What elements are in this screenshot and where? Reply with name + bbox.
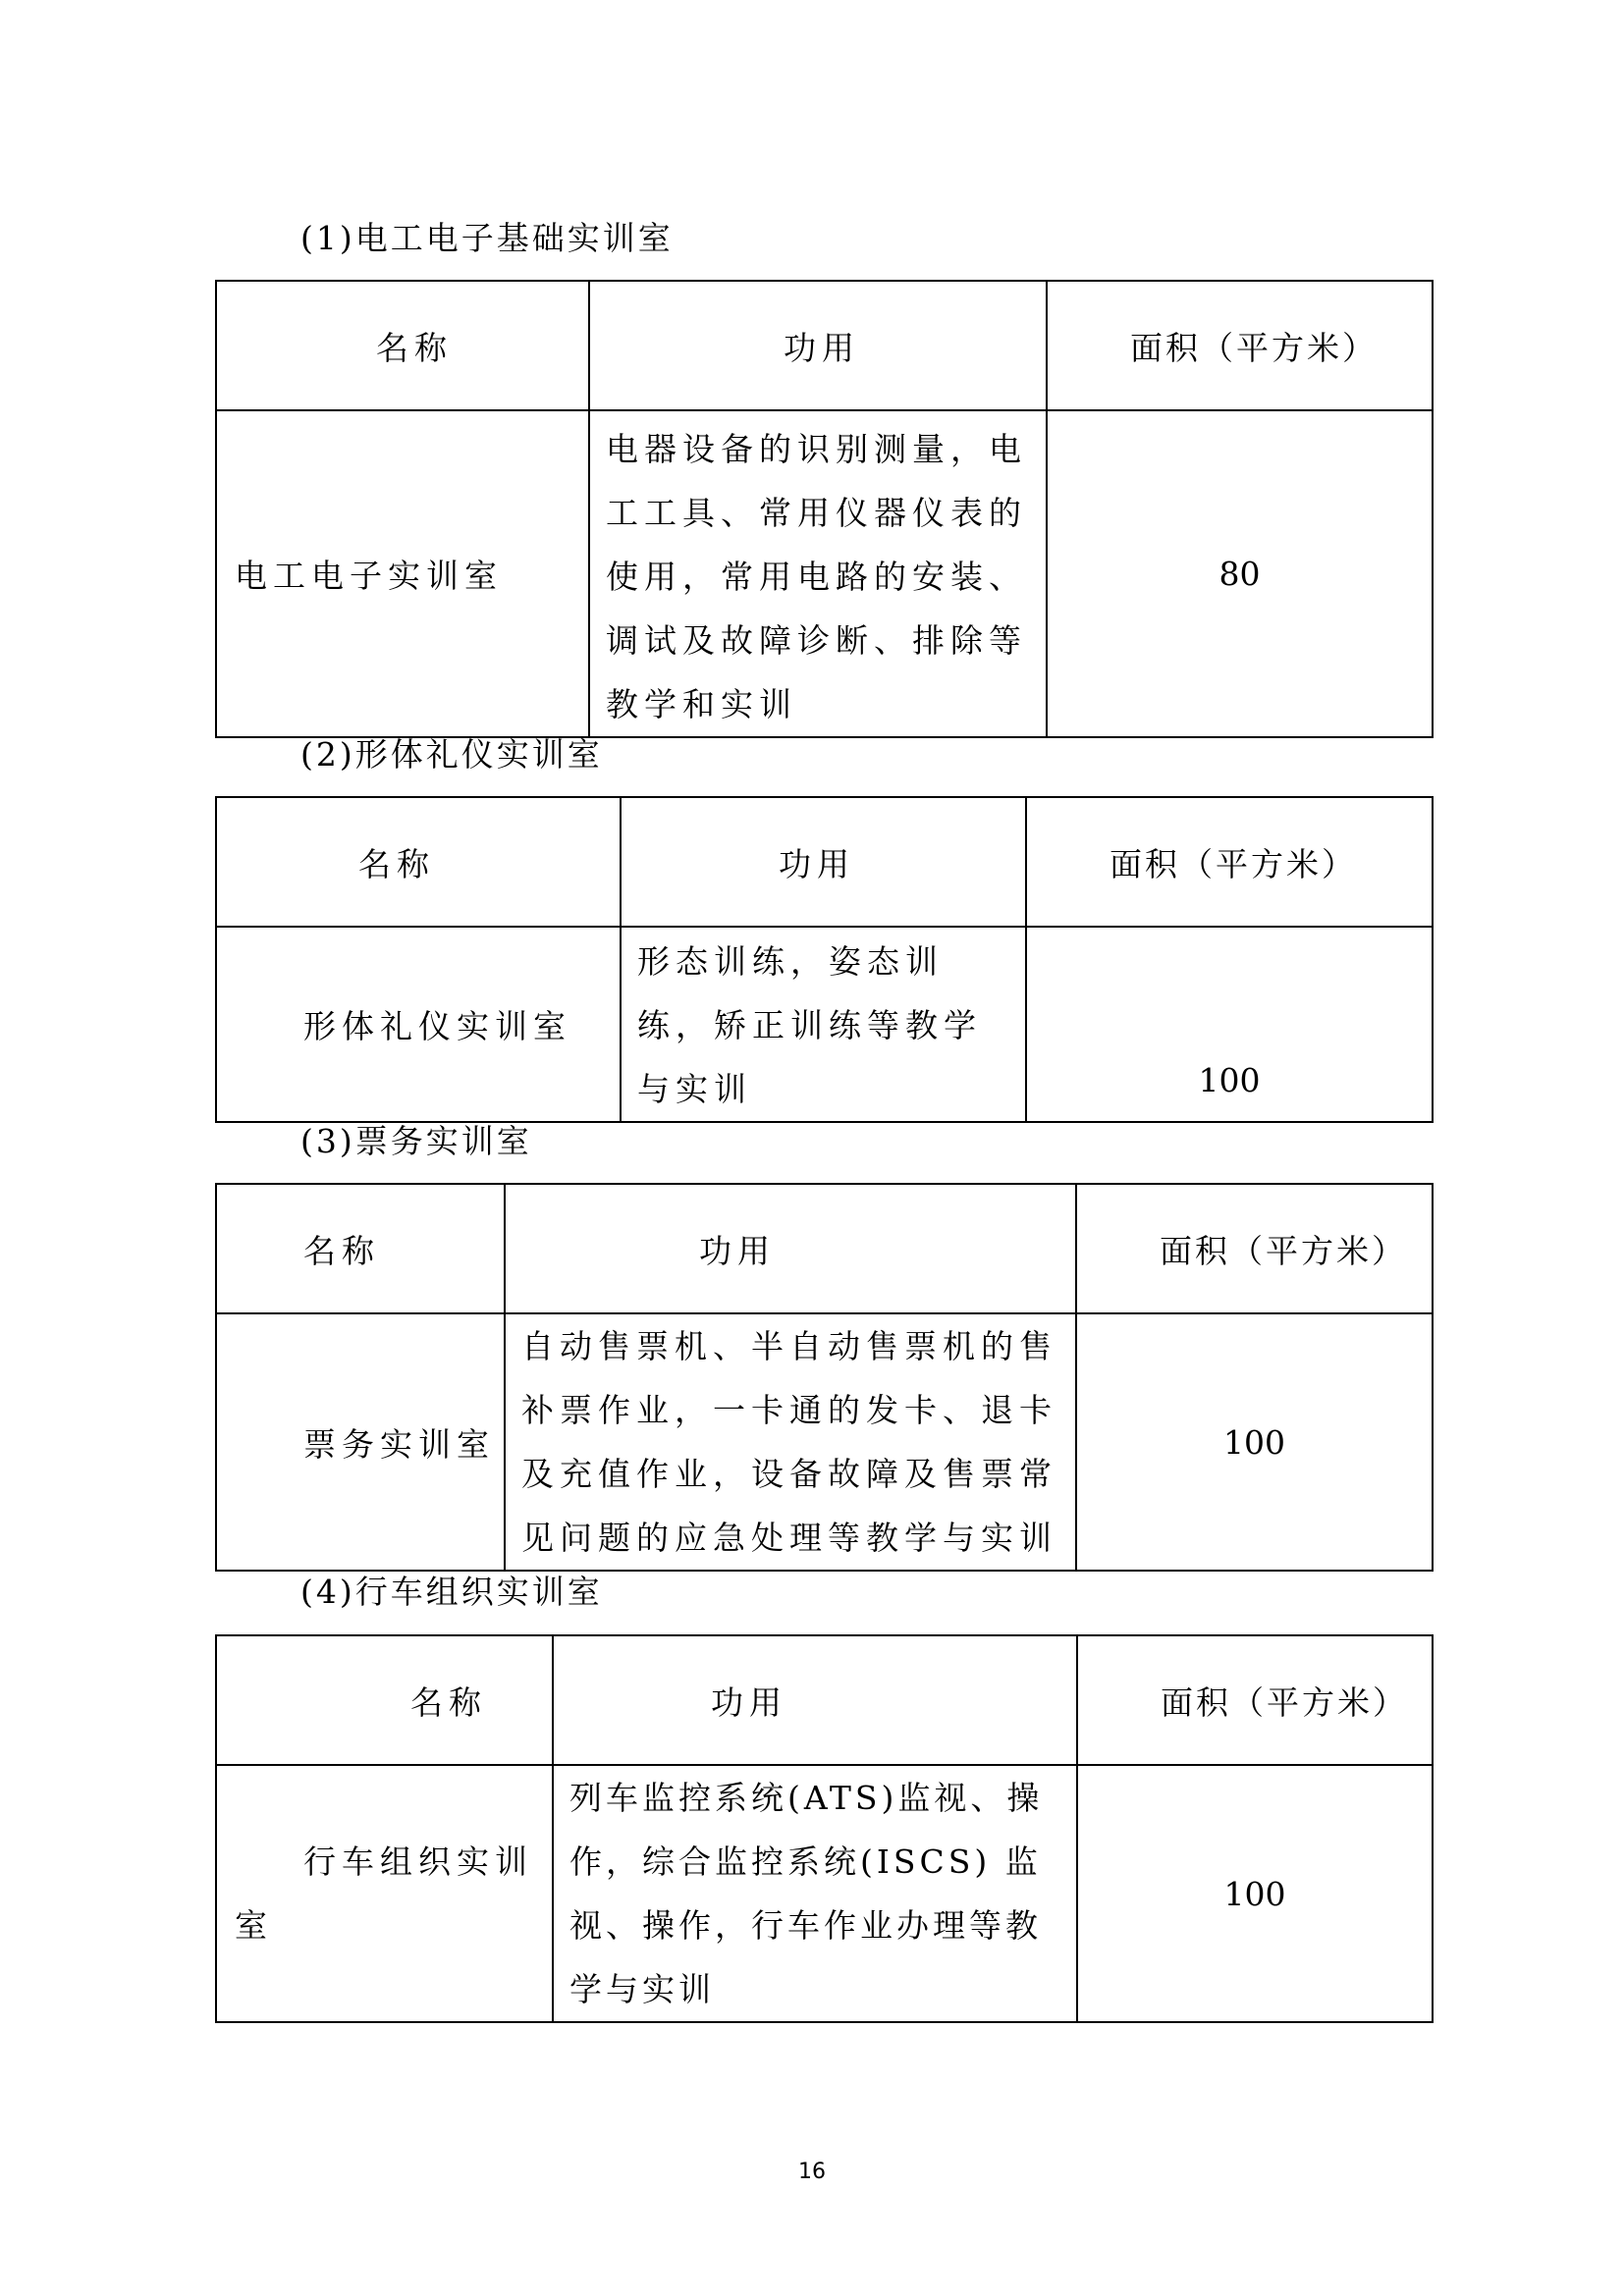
header-area-cell — [1047, 281, 1433, 410]
table-row — [216, 410, 1433, 737]
header-area-cell — [1077, 1635, 1433, 1765]
header-name-cell — [216, 797, 621, 927]
room-name: 形体礼仪实训室 — [303, 1007, 571, 1045]
table-header-row — [216, 1184, 1433, 1313]
room-area-cell — [1026, 927, 1433, 1122]
section-heading-1: (1)电工电子基础实训室 — [300, 219, 674, 257]
section-heading-4: (4)行车组织实训室 — [300, 1573, 603, 1611]
header-function-cell — [553, 1635, 1077, 1765]
header-name: 名称 — [376, 328, 453, 367]
room-name-cell — [216, 410, 589, 737]
room-area-cell — [1076, 1313, 1433, 1571]
room-function-cell — [505, 1313, 1076, 1571]
table-row — [216, 927, 1433, 1122]
room-area: 100 — [1198, 1061, 1261, 1099]
room-function-cell — [589, 410, 1047, 737]
room-table-2 — [215, 796, 1434, 1123]
table-header-row — [216, 1635, 1433, 1765]
header-name: 名称 — [410, 1682, 487, 1722]
header-function-cell — [589, 281, 1047, 410]
header-name-cell — [216, 1635, 553, 1765]
room-area-cell — [1047, 410, 1433, 737]
header-area-cell — [1076, 1184, 1433, 1313]
header-area: 面积（平方米） — [1110, 844, 1357, 883]
header-function-cell — [505, 1184, 1076, 1313]
header-function: 功用 — [711, 1682, 787, 1722]
room-function: 电器设备的识别测量，电工工具、常用仪器仪表的使用，常用电路的安装、调试及故障诊断、排除等教学和实训 — [606, 430, 1027, 723]
room-name: 票务实训室 — [303, 1424, 495, 1464]
room-function-cell — [553, 1765, 1077, 2022]
table-header-row — [216, 797, 1433, 927]
room-table-1 — [215, 280, 1434, 738]
room-name-cell — [216, 1765, 553, 2022]
room-table-3 — [215, 1183, 1434, 1572]
room-area: 100 — [1223, 1874, 1286, 1913]
table-row — [216, 1313, 1433, 1571]
room-table-4 — [215, 1634, 1434, 2023]
room-function-cell — [621, 927, 1026, 1122]
section-heading-2: (2)形体礼仪实训室 — [300, 735, 603, 774]
header-area: 面积（平方米） — [1161, 1682, 1408, 1722]
room-area-cell — [1077, 1765, 1433, 2022]
header-name-cell — [216, 1184, 505, 1313]
header-function: 功用 — [699, 1231, 776, 1270]
header-area-cell — [1026, 797, 1433, 927]
room-function: 形态训练，姿态训练，矫正训练等教学与实训 — [637, 942, 982, 1108]
header-name: 名称 — [358, 844, 435, 883]
header-name: 名称 — [303, 1231, 380, 1270]
room-name: 电工电子实训室 — [235, 557, 503, 595]
room-function: 列车监控系统(ATS)监视、操作，综合监控系统(ISCS) 监视、操作，行车作业办理等教学与实训 — [569, 1779, 1044, 2008]
header-function-cell — [621, 797, 1026, 927]
room-area: 100 — [1223, 1422, 1285, 1462]
header-function: 功用 — [784, 328, 860, 367]
room-name-cell — [216, 1313, 505, 1571]
section-heading-3: (3)票务实训室 — [300, 1122, 532, 1160]
header-name-cell — [216, 281, 589, 410]
header-function: 功用 — [779, 844, 855, 883]
room-name: 行车组织实训室 — [235, 1842, 533, 1945]
header-area: 面积（平方米） — [1160, 1231, 1407, 1270]
room-name-cell — [216, 927, 621, 1122]
table-row — [216, 1765, 1433, 2022]
room-area: 80 — [1218, 555, 1261, 593]
page-number: 16 — [798, 2160, 826, 2184]
header-area: 面积（平方米） — [1130, 328, 1378, 367]
room-function: 自动售票机、半自动售票机的售补票作业，一卡通的发卡、退卡及充值作业，设备故障及售票常见问题的应急处理等教学与实训 — [521, 1327, 1057, 1557]
table-header-row — [216, 281, 1433, 410]
